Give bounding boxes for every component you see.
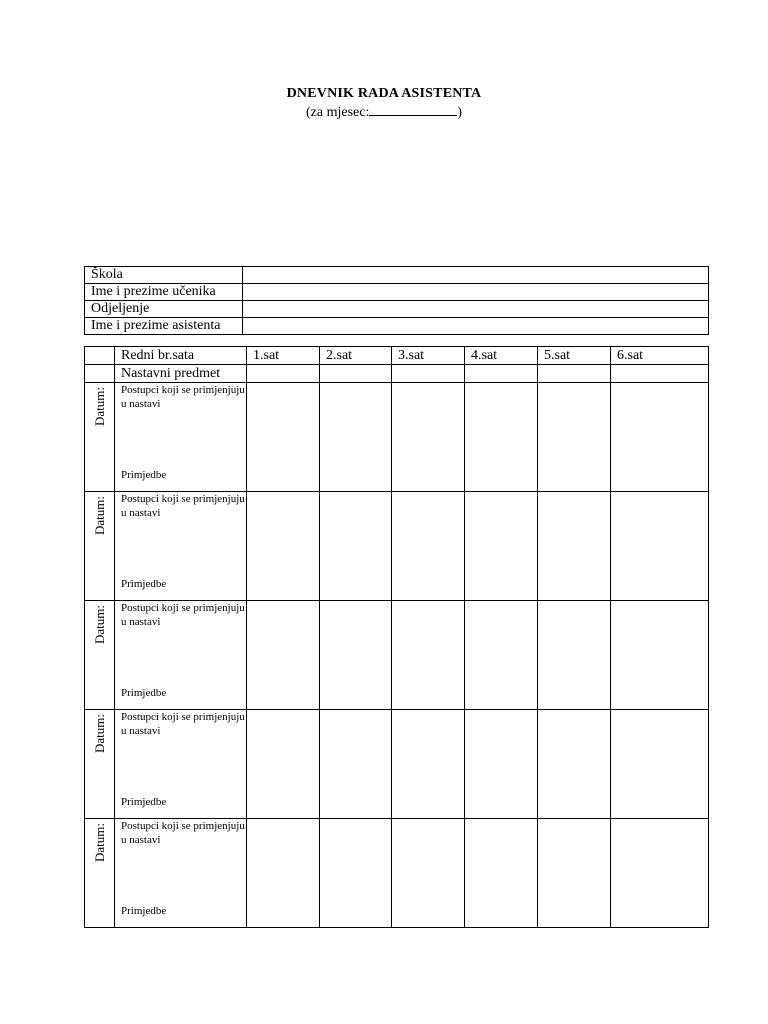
datum-label: Datum: <box>91 387 107 426</box>
datum-cell[interactable] <box>85 710 115 819</box>
column-header: 1.sat <box>247 347 320 365</box>
datum-label: Datum: <box>91 823 107 862</box>
description-cell <box>115 710 247 819</box>
entry-cell[interactable] <box>247 819 320 928</box>
day-row <box>85 819 709 928</box>
datum-cell[interactable] <box>85 819 115 928</box>
postupci-label: Postupci koji se primjenjuju u nastavi <box>121 384 245 410</box>
subject-field[interactable] <box>247 365 320 383</box>
info-label: Škola <box>85 267 243 284</box>
entry-cell[interactable] <box>247 492 320 601</box>
month-blank-field[interactable] <box>369 103 457 116</box>
postupci-label: Postupci koji se primjenjuju u nastavi <box>121 711 245 737</box>
entry-cell[interactable] <box>392 492 465 601</box>
document-subtitle <box>0 103 768 121</box>
corner-cell <box>85 347 115 365</box>
datum-label: Datum: <box>91 605 107 644</box>
description-cell <box>115 601 247 710</box>
info-row-skola <box>85 267 709 284</box>
entry-cell[interactable] <box>611 492 709 601</box>
day-row <box>85 710 709 819</box>
primjedbe-label: Primjedbe <box>121 578 167 590</box>
entry-cell[interactable] <box>465 601 538 710</box>
subject-field[interactable] <box>392 365 465 383</box>
entry-cell[interactable] <box>538 819 611 928</box>
subject-field[interactable] <box>538 365 611 383</box>
day-row <box>85 383 709 492</box>
info-label: Ime i prezime učenika <box>85 284 243 301</box>
info-row-odjeljenje <box>85 301 709 318</box>
info-label: Ime i prezime asistenta <box>85 318 243 335</box>
entry-cell[interactable] <box>465 819 538 928</box>
entry-cell[interactable] <box>538 601 611 710</box>
entry-cell[interactable] <box>392 601 465 710</box>
subtitle-prefix: (za mjesec: <box>305 105 370 120</box>
entry-cell[interactable] <box>465 383 538 492</box>
datum-cell[interactable] <box>85 383 115 492</box>
entry-cell[interactable] <box>320 819 392 928</box>
subtitle-suffix: ) <box>457 105 463 120</box>
column-header: 6.sat <box>611 347 709 365</box>
log-table <box>84 346 709 928</box>
entry-cell[interactable] <box>465 492 538 601</box>
primjedbe-label: Primjedbe <box>121 469 167 481</box>
entry-cell[interactable] <box>611 819 709 928</box>
entry-cell[interactable] <box>320 492 392 601</box>
corner-cell <box>85 365 115 383</box>
entry-cell[interactable] <box>611 710 709 819</box>
column-header: 3.sat <box>392 347 465 365</box>
entry-cell[interactable] <box>538 492 611 601</box>
entry-cell[interactable] <box>611 383 709 492</box>
day-row <box>85 601 709 710</box>
entry-cell[interactable] <box>392 819 465 928</box>
entry-cell[interactable] <box>247 710 320 819</box>
entry-cell[interactable] <box>320 383 392 492</box>
header-row-predmet <box>85 365 709 383</box>
entry-cell[interactable] <box>320 710 392 819</box>
primjedbe-label: Primjedbe <box>121 687 167 699</box>
entry-cell[interactable] <box>538 710 611 819</box>
entry-cell[interactable] <box>538 383 611 492</box>
day-row <box>85 492 709 601</box>
entry-cell[interactable] <box>465 710 538 819</box>
info-row-ucenik <box>85 284 709 301</box>
info-value-field[interactable] <box>243 301 709 318</box>
subject-field[interactable] <box>465 365 538 383</box>
info-value-field[interactable] <box>243 284 709 301</box>
column-header: 4.sat <box>465 347 538 365</box>
primjedbe-label: Primjedbe <box>121 796 167 808</box>
description-cell <box>115 492 247 601</box>
datum-label: Datum: <box>91 496 107 535</box>
datum-cell[interactable] <box>85 492 115 601</box>
datum-cell[interactable] <box>85 601 115 710</box>
entry-cell[interactable] <box>247 601 320 710</box>
document-title: DNEVNIK RADA ASISTENTA <box>286 86 482 101</box>
subject-field[interactable] <box>320 365 392 383</box>
entry-cell[interactable] <box>392 710 465 819</box>
info-value-field[interactable] <box>243 267 709 284</box>
postupci-label: Postupci koji se primjenjuju u nastavi <box>121 493 245 519</box>
column-header: 2.sat <box>320 347 392 365</box>
predmet-label: Nastavni predmet <box>115 365 247 383</box>
datum-label: Datum: <box>91 714 107 753</box>
info-value-field[interactable] <box>243 318 709 335</box>
entry-cell[interactable] <box>392 383 465 492</box>
description-cell <box>115 383 247 492</box>
postupci-label: Postupci koji se primjenjuju u nastavi <box>121 820 245 846</box>
info-label: Odjeljenje <box>85 301 243 318</box>
header-row-redni <box>85 347 709 365</box>
primjedbe-label: Primjedbe <box>121 905 167 917</box>
subject-field[interactable] <box>611 365 709 383</box>
info-row-asistent <box>85 318 709 335</box>
column-header: 5.sat <box>538 347 611 365</box>
redni-label: Redni br.sata <box>115 347 247 365</box>
entry-cell[interactable] <box>320 601 392 710</box>
entry-cell[interactable] <box>611 601 709 710</box>
entry-cell[interactable] <box>247 383 320 492</box>
description-cell <box>115 819 247 928</box>
info-table <box>84 266 709 335</box>
postupci-label: Postupci koji se primjenjuju u nastavi <box>121 602 245 628</box>
